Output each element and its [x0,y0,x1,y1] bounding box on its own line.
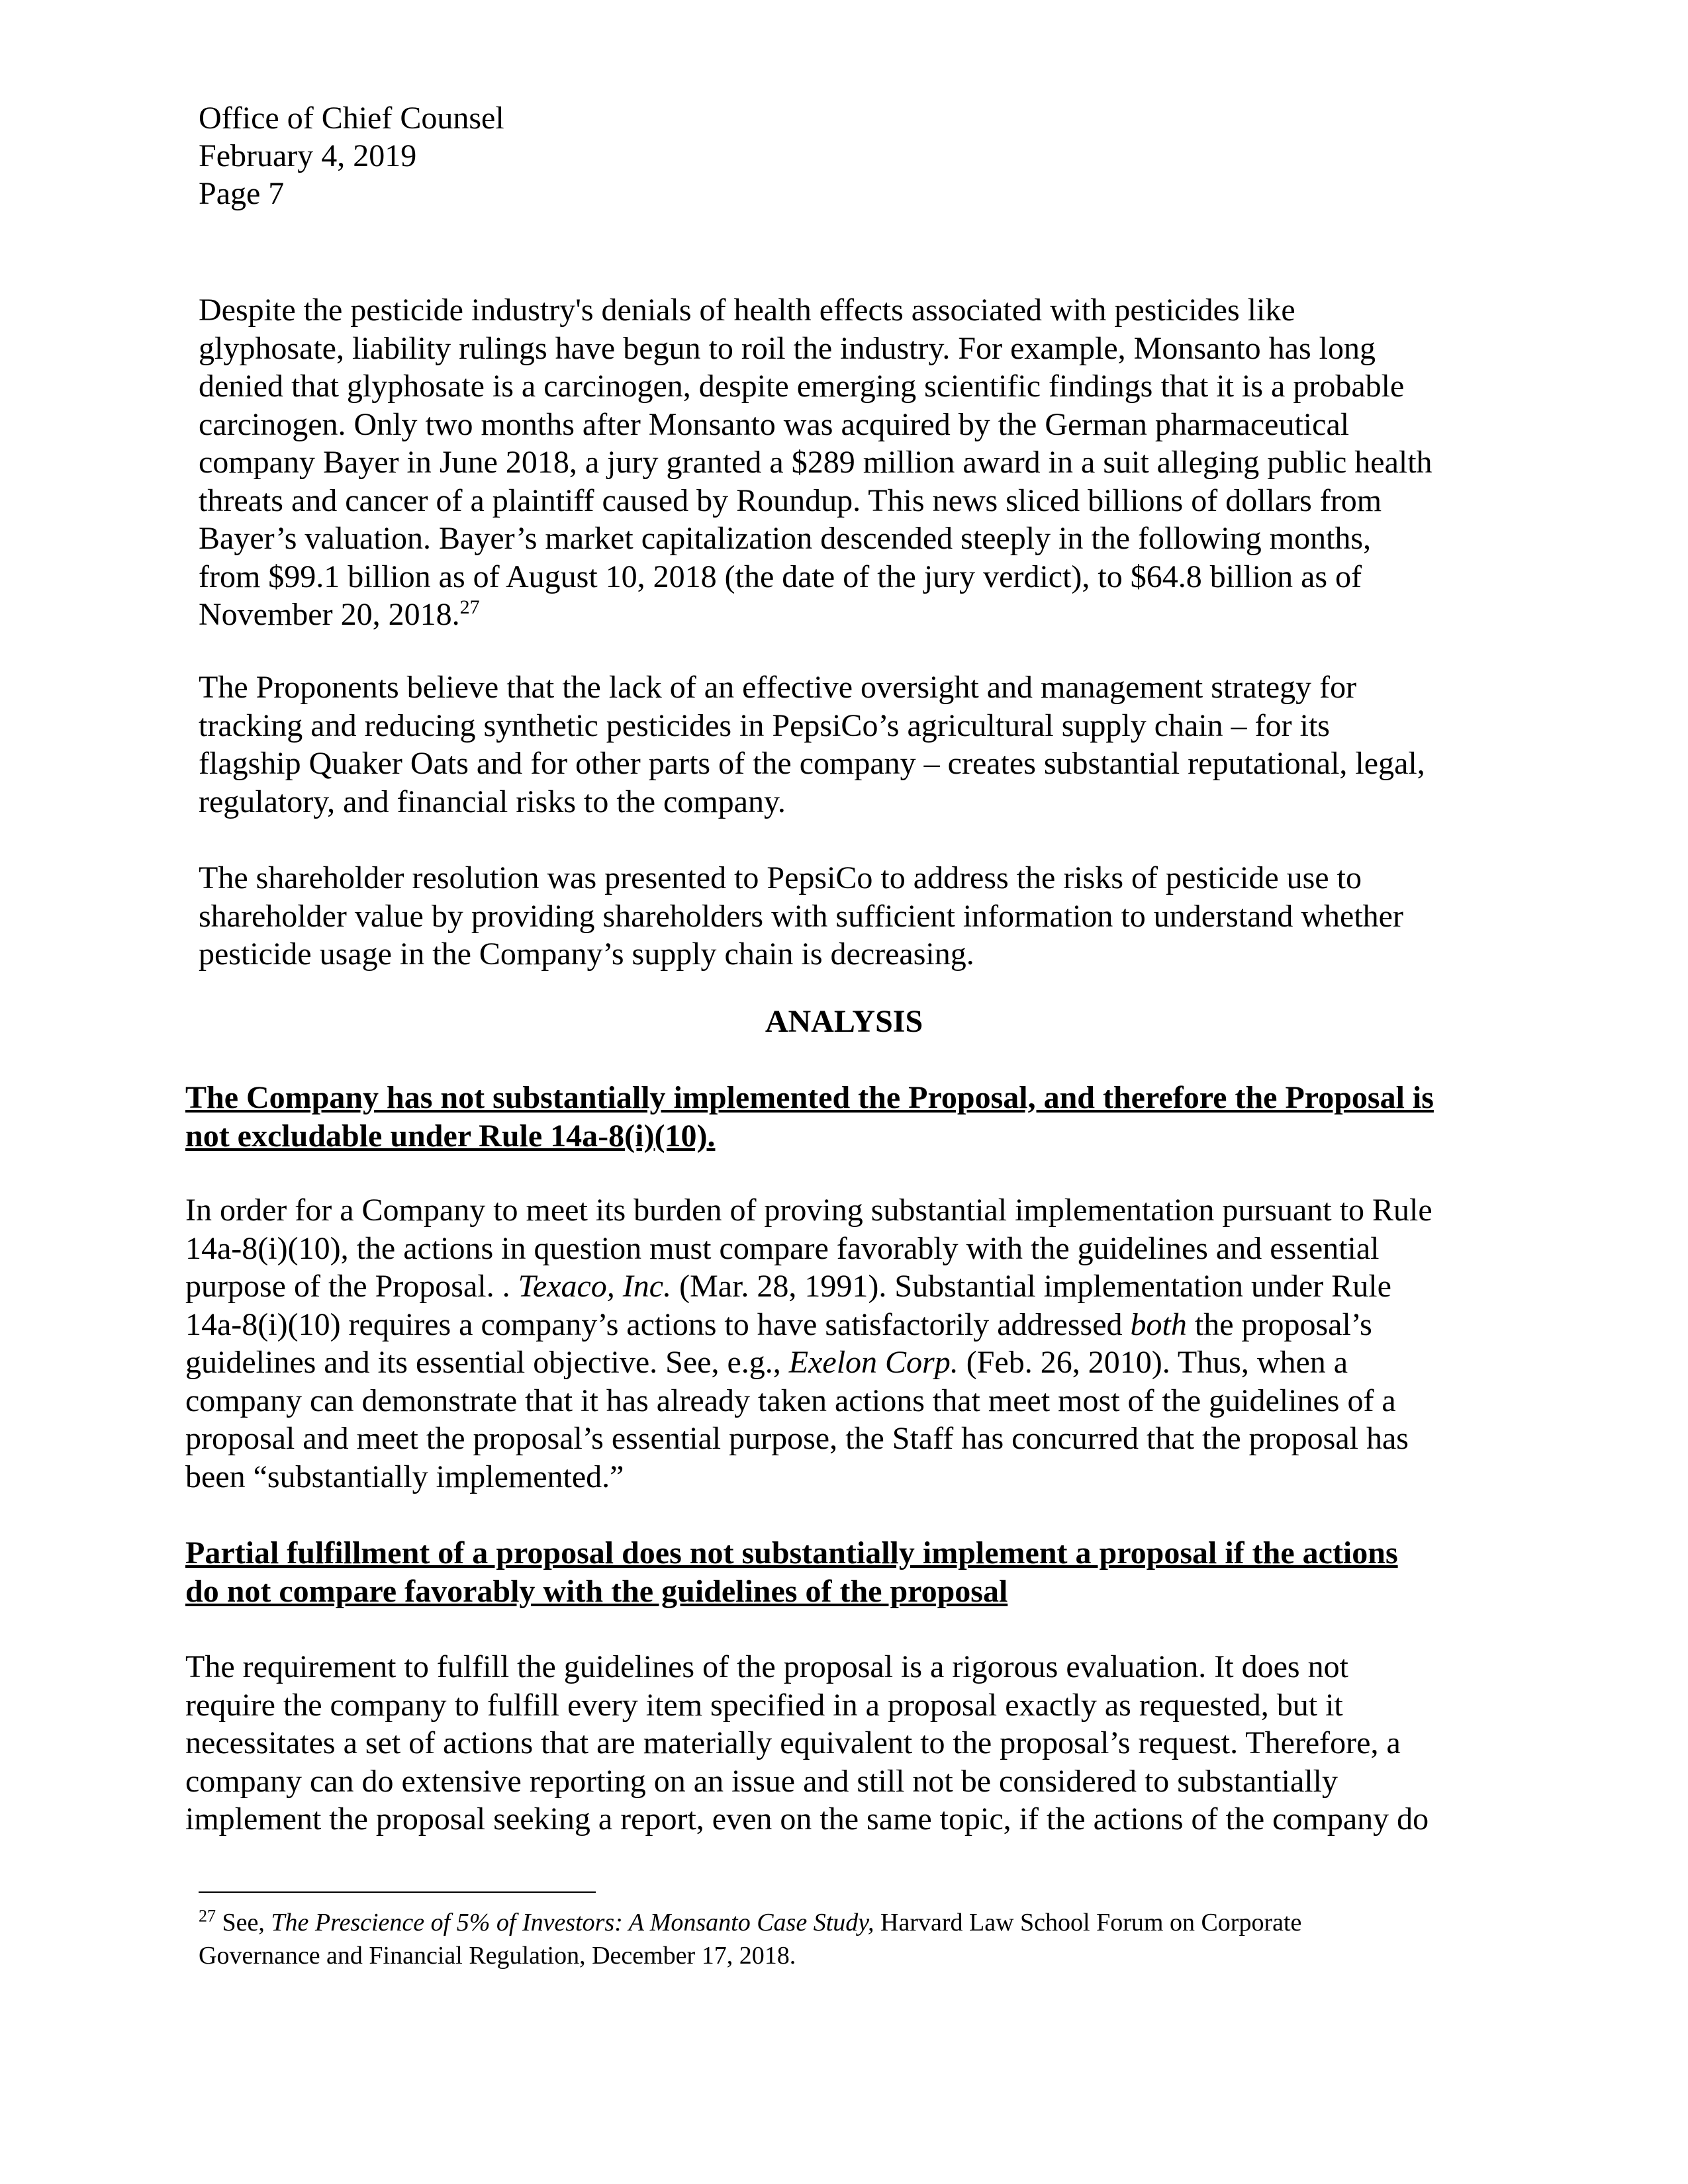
text-segment: the proposal’s guidelines and its essential objective. See, e.g., [185,1306,1372,1380]
footnote-separator [199,1891,596,1893]
header-page-number: Page 7 [199,176,285,211]
emphasis-both: both [1130,1306,1187,1342]
paragraph-proponents-belief: The Proponents believe that the lack of an effective oversight and management strategy for tracking and reducing synthetic pesticides in PepsiCo’s agricultural supply chain – for its flagship Quaker Oats and for other parts of the company – creates substantial reputational, legal, regulatory, and financial risks to the company. [199,670,1425,819]
paragraph-rigorous-evaluation: The requirement to fulfill the guidelines of the proposal is a rigorous evaluation. It does not require the company to fulfill every item specified in a proposal exactly as requested, but it necessitates a set of actions that are materially equivalent to the proposal’s request. Therefore, a company can do extensive reporting on an issue and still not be considered to substantially implement the proposal seeking a report, even on the same topic, if the actions of the company do [185,1649,1429,1837]
header-date: February 4, 2019 [199,138,417,173]
header-recipient: Office of Chief Counsel [199,101,504,136]
paragraph-shareholder-resolution: The shareholder resolution was presented to PepsiCo to address the risks of pesticide use to shareholder value by providing shareholders with sufficient information to understand whether pesticide usage in the Company’s supply chain is decreasing. [199,860,1403,972]
footnote-reference: 27 [459,596,480,618]
section-title-analysis: ANALYSIS [765,1004,923,1039]
case-citation-texaco: Texaco, Inc. [518,1269,672,1304]
paragraph-glyphosate-liability [199,291,1523,634]
paragraph-text: Despite the pesticide industry's denials of health effects associated with pesticides like glyphosate, liability rulings have begun to roil the industry. For example, Monsanto has long denied that glyphosate is a carcinogen, despite emerging scientific findings that it is a probable carcinogen. Only two months after Monsanto was acquired by the German pharmaceutical company Bayer in June 2018, a jury granted a $289 million award in a suit alleging public health threats and cancer of a plaintiff caused by Roundup. This news sliced billions of dollars from Bayer’s valuation. Bayer’s market capitalization descended steeply in the following months, from $99.1 billion as of August 10, 2018 (the date of the jury verdict), to $64.8 billion as of November 20, 2018. [199,293,1432,632]
text-segment: (Mar. 28, 1991). Substantial implementation under Rule 14a-8(i)(10) requires a company’s actions to have satisfactorily addressed [185,1269,1391,1342]
case-citation-exelon: Exelon Corp. [788,1345,959,1380]
section-heading-not-implemented: The Company has not substantially implemented the Proposal, and therefore the Proposal is not excludable under Rule 14a-8(i)(10). [185,1080,1434,1154]
footnote-27 [199,1906,1509,1972]
footnote-article-title: The Prescience of 5% of Investors: A Monsanto Case Study, [271,1909,874,1936]
letter-header [199,99,504,212]
paragraph-burden-of-proof [185,1191,1509,1496]
section-heading-partial-fulfillment: Partial fulfillment of a proposal does not substantially implement a proposal if the actions do not compare favorably with the guidelines of the proposal [185,1535,1398,1609]
text-segment: In order for a Company to meet its burden of proving substantial implementation pursuant to Rule 14a-8(i)(10), the actions in question must compare favorably with the guidelines and essential purpose of the Proposal. . [185,1193,1432,1304]
footnote-text: See, [216,1909,271,1936]
text-segment: (Feb. 26, 2010). Thus, when a company can demonstrate that it has already taken actions that meet most of the guidelines of a proposal and meet the proposal’s essential purpose, the Staff has concurred that the proposal has been “substantially implemented.” [185,1345,1409,1494]
footnote-number: 27 [199,1906,216,1926]
footnote-text: Harvard Law School Forum on Corporate Governance and Financial Regulation, December 17, 2018. [199,1909,1302,1970]
